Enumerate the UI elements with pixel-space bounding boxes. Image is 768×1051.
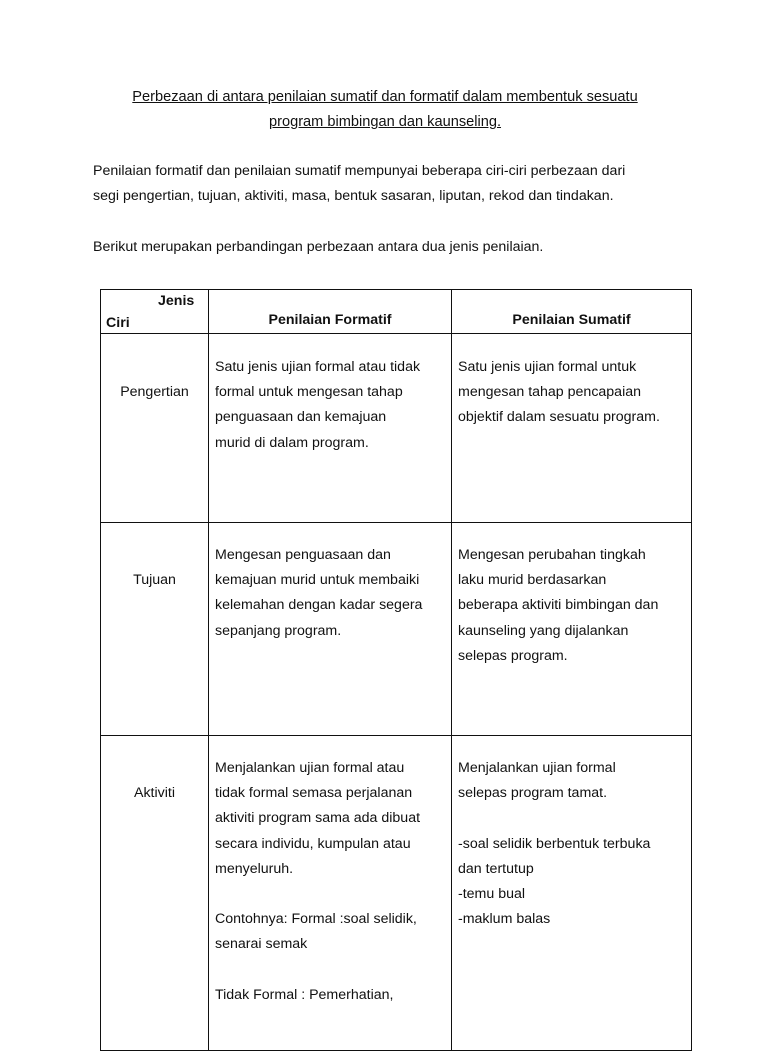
- cell-line: aktiviti program sama ada dibuat: [215, 810, 421, 827]
- title-line-1: Perbezaan di antara penilaian sumatif dan formatif dalam membentuk sesuatu: [132, 89, 638, 105]
- cell-line: secara individu, kumpulan atau: [215, 835, 411, 852]
- cell-line: sepanjang program.: [215, 622, 342, 639]
- lead-line: Berikut merupakan perbandingan perbezaan antara dua jenis penilaian.: [93, 239, 544, 255]
- formatif-cell: [209, 334, 452, 523]
- row-label: Aktiviti: [101, 736, 209, 1051]
- cell-line: mengesan tahap pencapaian: [458, 384, 642, 401]
- sumatif-cell: [452, 334, 692, 523]
- table-row: [101, 523, 692, 736]
- cell-line: laku murid berdasarkan: [458, 572, 607, 589]
- row-label: Tujuan: [101, 523, 209, 736]
- cell-line: Satu jenis ujian formal untuk: [458, 359, 637, 375]
- cell-line: kelemahan dengan kadar segera: [215, 597, 423, 614]
- cell-line: Menjalankan ujian formal atau: [215, 760, 405, 776]
- cell-line: Satu jenis ujian formal atau tidak: [215, 359, 421, 375]
- cell-spacer: [458, 806, 685, 831]
- sumatif-cell: [452, 523, 692, 736]
- cell-line: murid di dalam program.: [215, 434, 369, 451]
- table-row: [101, 736, 692, 1051]
- sumatif-cell: [452, 736, 692, 1051]
- header-formatif: Penilaian Formatif: [209, 290, 452, 334]
- cell-line: Contohnya: Formal :soal selidik,: [215, 911, 417, 928]
- header-sumatif: Penilaian Sumatif: [452, 290, 692, 334]
- cell-line: Tidak Formal : Pemerhatian,: [215, 986, 394, 1003]
- cell-line: dan tertutup: [458, 860, 534, 877]
- cell-line: -maklum balas: [458, 911, 551, 928]
- cell-spacer: [215, 882, 445, 907]
- cell-line: tidak formal semasa perjalanan: [215, 785, 413, 802]
- cell-line: selepas program tamat.: [458, 785, 608, 802]
- comparison-table: [100, 289, 692, 1051]
- header-ciri: Ciri: [106, 315, 130, 331]
- intro-line-2: segi pengertian, tujuan, aktiviti, masa, bentuk sasaran, liputan, rekod dan tindakan.: [93, 188, 614, 204]
- cell-line: penguasaan dan kemajuan: [215, 409, 387, 426]
- lead-paragraph: [93, 235, 693, 260]
- cell-line: -temu bual: [458, 886, 526, 902]
- cell-line: menyeluruh.: [215, 860, 294, 877]
- cell-line: Mengesan penguasaan dan: [215, 547, 391, 563]
- cell-line: senarai semak: [215, 936, 308, 953]
- header-jenis: Jenis: [158, 293, 195, 309]
- cell-line: formal untuk mengesan tahap: [215, 384, 403, 401]
- cell-line: -soal selidik berbentuk terbuka: [458, 835, 651, 852]
- row-label: Pengertian: [101, 334, 209, 523]
- cell-line: objektif dalam sesuatu program.: [458, 409, 660, 426]
- title-line-2: program bimbingan dan kaunseling.: [268, 114, 502, 130]
- cell-line: selepas program.: [458, 647, 568, 664]
- cell-line: Mengesan perubahan tingkah: [458, 547, 646, 563]
- cell-line: beberapa aktiviti bimbingan dan: [458, 597, 659, 614]
- cell-line: kemajuan murid untuk membaiki: [215, 572, 420, 589]
- document-title: [60, 85, 710, 135]
- table-header-row: [101, 290, 692, 334]
- cell-line: kaunseling yang dijalankan: [458, 622, 629, 639]
- header-jenis-ciri: [101, 290, 209, 334]
- intro-line-1: Penilaian formatif dan penilaian sumatif mempunyai beberapa ciri-ciri perbezaan dari: [93, 163, 626, 179]
- formatif-cell: [209, 523, 452, 736]
- formatif-cell: [209, 736, 452, 1051]
- cell-line: Menjalankan ujian formal: [458, 760, 616, 776]
- intro-paragraph: [93, 159, 693, 209]
- cell-spacer: [215, 958, 445, 983]
- table-row: [101, 334, 692, 523]
